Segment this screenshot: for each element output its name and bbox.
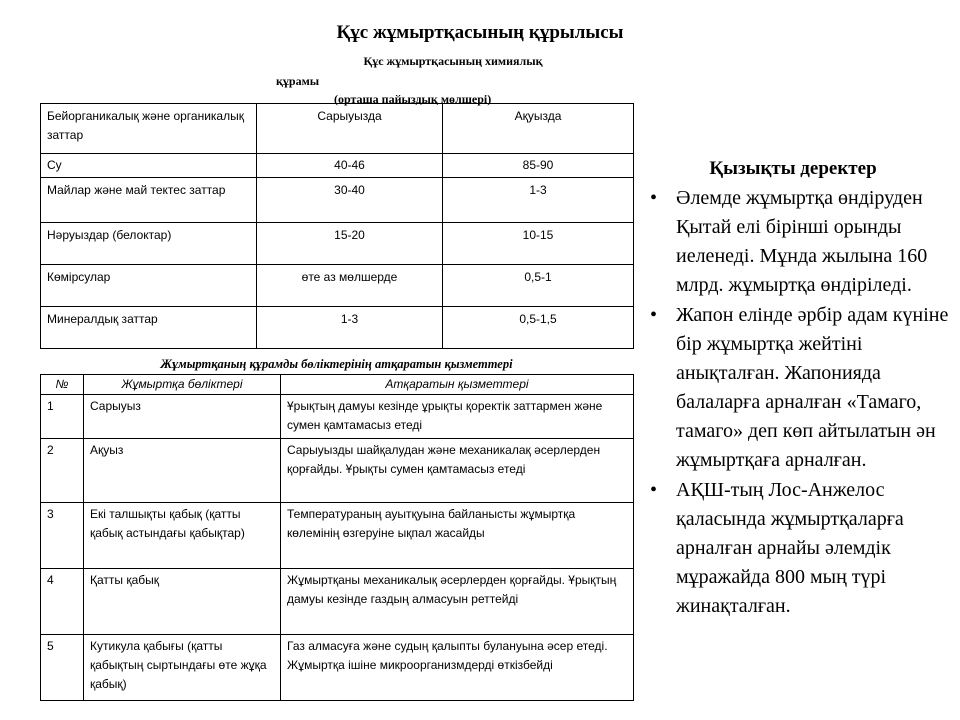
row-number-cell: 3 xyxy=(41,503,84,569)
facts-list xyxy=(650,184,950,622)
composition-header-yolk: Сарыуызда xyxy=(257,104,443,154)
substance-cell: Майлар және май тектес заттар xyxy=(41,178,257,223)
row-number-cell: 1 xyxy=(41,395,84,439)
substance-cell: Көмірсулар xyxy=(41,265,257,307)
functions-header-part: Жұмыртқа бөліктері xyxy=(84,375,281,395)
egg-part-cell: Ақуыз xyxy=(84,439,281,503)
bullet-icon: • xyxy=(650,479,658,501)
functions-table xyxy=(40,374,634,701)
yolk-value-cell: өте аз мөлшерде xyxy=(257,265,443,307)
row-number-cell: 4 xyxy=(41,569,84,635)
substance-cell: Минералдық заттар xyxy=(41,307,257,349)
table-row xyxy=(41,307,634,349)
page-title: Құс жұмыртқасының құрылысы xyxy=(336,22,624,43)
composition-table xyxy=(40,103,634,349)
row-number-cell: 2 xyxy=(41,439,84,503)
yolk-value-cell: 40-46 xyxy=(257,154,443,178)
table-row xyxy=(41,154,634,178)
list-item xyxy=(650,301,950,475)
table-row xyxy=(41,569,634,635)
substance-cell: Нәруыздар (белоктар) xyxy=(41,223,257,265)
substance-cell: Су xyxy=(41,154,257,178)
white-value-cell: 85-90 xyxy=(443,154,634,178)
table-row xyxy=(41,395,634,439)
fact-text: Жапон елінде әрбір адам күніне бір жұмыртқа жейтіні анықталған. Жапонияда балаларға арналған «Тамаго, тамаго» деп көп айтылатын ән жұмыртқаға арналған. xyxy=(676,304,949,471)
white-value-cell: 10-15 xyxy=(443,223,634,265)
functions-header-number: № xyxy=(41,375,84,395)
function-cell: Газ алмасуға және судың қалыпты булануына әсер етеді. Жұмыртқа ішіне микроорганизмдерді өткізбейді xyxy=(281,635,634,701)
egg-part-cell: Қатты қабық xyxy=(84,569,281,635)
table-row xyxy=(41,635,634,701)
bullet-icon: • xyxy=(650,187,658,209)
egg-part-cell: Кутикула қабығы (қатты қабықтың сыртындағы өте жұқа қабық) xyxy=(84,635,281,701)
table-row xyxy=(41,503,634,569)
white-value-cell: 0,5-1,5 xyxy=(443,307,634,349)
table-row xyxy=(41,265,634,307)
bullet-icon: • xyxy=(650,304,658,326)
list-item xyxy=(650,184,950,300)
table-row xyxy=(41,178,634,223)
table-row xyxy=(41,439,634,503)
white-value-cell: 0,5-1 xyxy=(443,265,634,307)
white-value-cell: 1-3 xyxy=(443,178,634,223)
composition-caption-line1: Құс жұмыртқасының химиялық xyxy=(363,54,543,68)
fact-text: Әлемде жұмыртқа өндіруден Қытай елі бірінші орынды иеленеді. Мұнда жылына 160 млрд. жұмыртқа өндіріледі. xyxy=(676,187,928,296)
function-cell: Сарыуызды шайқалудан және механикалақ әсерлерден қорғайды. Ұрықты сумен қамтамасыз етеді xyxy=(281,439,634,503)
yolk-value-cell: 15-20 xyxy=(257,223,443,265)
composition-header-row xyxy=(41,104,634,154)
yolk-value-cell: 30-40 xyxy=(257,178,443,223)
yolk-value-cell: 1-3 xyxy=(257,307,443,349)
functions-header-function: Атқаратын қызметтері xyxy=(281,375,634,395)
composition-header-white: Ақуызда xyxy=(443,104,634,154)
function-cell: Температураның ауытқуына байланысты жұмыртқа көлемінің өзгеруіне ықпал жасайды xyxy=(281,503,634,569)
composition-caption-line3: (орташа пайыздық мөлшері) xyxy=(334,92,492,106)
functions-table-title: Жұмыртқаның құрамды бөліктерінің атқаратын қызметтері xyxy=(160,357,513,371)
function-cell: Ұрықтың дамуы кезінде ұрықты қоректік заттармен және сумен қамтамасыз етеді xyxy=(281,395,634,439)
egg-part-cell: Екі талшықты қабық (қатты қабық астындағы қабықтар) xyxy=(84,503,281,569)
functions-header-row xyxy=(41,375,634,395)
row-number-cell: 5 xyxy=(41,635,84,701)
table-row xyxy=(41,223,634,265)
function-cell: Жұмыртқаны механикалық әсерлерден қорғайды. Ұрықтың дамуы кезінде газдың алмасуын реттейді xyxy=(281,569,634,635)
composition-header-substance: Бейорганикалық және органикалық заттар xyxy=(41,104,257,154)
facts-title: Қызықты деректер xyxy=(709,158,877,179)
fact-text: АҚШ-тың Лос-Анжелос қаласында жұмыртқаларға арналған арнайы әлемдік мұражайда 800 мың түрі жинақталған. xyxy=(676,479,904,617)
composition-caption-line2: құрамы xyxy=(276,74,320,88)
list-item xyxy=(650,476,950,621)
egg-part-cell: Сарыуыз xyxy=(84,395,281,439)
